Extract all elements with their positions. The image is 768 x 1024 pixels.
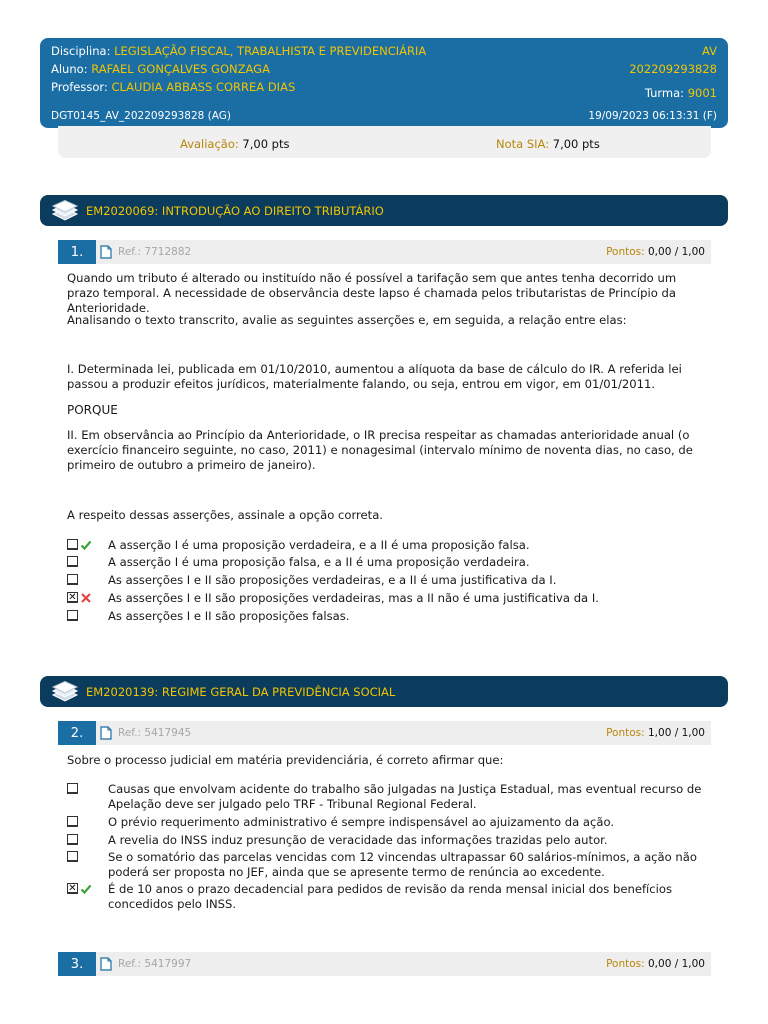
answer-option[interactable] (67, 882, 707, 914)
question-ref: Ref.: 7712882 (118, 246, 192, 258)
checkbox[interactable] (67, 851, 78, 862)
checkbox-checked[interactable]: ✕ (68, 592, 77, 603)
answer-option[interactable] (67, 591, 707, 607)
aluno-value: RAFAEL GONÇALVES GONZAGA (91, 62, 270, 76)
wrong-icon (80, 592, 92, 604)
answer-option[interactable] (67, 609, 707, 625)
question-bar (58, 952, 711, 976)
checkbox[interactable] (67, 610, 78, 621)
header-footer (51, 110, 717, 122)
option-text: As asserções I e II são proposições falsas. (108, 609, 350, 623)
question-bar (58, 240, 711, 264)
check-icon (80, 883, 92, 895)
option-text: A asserção I é uma proposição falsa, e a II é uma proposição verdadeira. (108, 555, 530, 569)
checkbox[interactable] (67, 816, 78, 827)
exam-code: DGT0145_AV_202209293828 (AG) (51, 110, 232, 122)
assertion-two: II. Em observância ao Princípio da Anterioridade, o IR precisa respeitar as chamadas anterioridade anual (o exercício financeiro seguinte, no caso, 2011) e nonagesimal (intervalo mínimo de noventa dias, no caso, de primeiro de outubro a primeiro de janeiro). (67, 428, 693, 472)
porque-label: PORQUE (67, 403, 118, 417)
score-bar (58, 126, 711, 158)
section-header (40, 676, 728, 707)
question-text: Sobre o processo judicial em matéria previdenciária, é correto afirmar que: (67, 753, 504, 767)
option-text: O prévio requerimento administrativo é sempre indispensável ao ajuizamento da ação. (108, 815, 615, 829)
checkbox-checked[interactable]: ✕ (68, 883, 77, 894)
exam-header (40, 38, 728, 128)
answer-option[interactable] (67, 573, 707, 589)
question-text: Analisando o texto transcrito, avalie as seguintes asserções e, em seguida, a relação entre elas: (67, 313, 627, 327)
exam-type: AV (702, 44, 717, 58)
checkbox[interactable] (67, 574, 78, 585)
checkbox[interactable] (67, 834, 78, 845)
check-icon (80, 539, 92, 551)
assertion-one: I. Determinada lei, publicada em 01/10/2010, aumentou a alíquota da base de cálculo do IR. A referida lei passou a produzir efeitos jurídicos, materialmente falando, ou seja, entrou em vigor, em 01/01/2011. (67, 362, 682, 391)
disciplina-line: Disciplina: LEGISLAÇÃO FISCAL, TRABALHISTA E PREVIDENCIÁRIA (51, 44, 427, 58)
books-icon (50, 200, 80, 222)
answer-option[interactable] (67, 815, 707, 831)
answer-option[interactable] (67, 833, 707, 849)
turma-line: Turma: 9001 (644, 86, 717, 100)
matricula: 202209293828 (629, 62, 717, 76)
exam-date: 19/09/2023 06:13:31 (F) (588, 110, 717, 122)
professor-value: CLAUDIA ABBASS CORREA DIAS (111, 80, 296, 94)
checkbox[interactable] (67, 556, 78, 567)
question-points: Pontos: 0,00 / 1,00 (606, 246, 705, 258)
turma-value: 9001 (687, 86, 717, 100)
question-prompt: A respeito dessas asserções, assinale a opção correta. (67, 508, 383, 522)
option-text: Causas que envolvam acidente do trabalho são julgadas na Justiça Estadual, mas eventual recurso de Apelação deve ser julgado pelo TRF - Tribunal Regional Federal. (108, 782, 702, 811)
document-icon (100, 245, 112, 259)
option-text: As asserções I e II são proposições verdadeiras, e a II é uma justificativa da I. (108, 573, 557, 587)
question-ref: Ref.: 5417997 (118, 958, 192, 970)
question-number: 1. (58, 240, 96, 264)
question-number: 2. (58, 721, 96, 745)
disciplina-value: LEGISLAÇÃO FISCAL, TRABALHISTA E PREVIDENCIÁRIA (114, 44, 427, 58)
document-icon (100, 726, 112, 740)
question-number: 3. (58, 952, 96, 976)
nota-sia-score: Nota SIA: 7,00 pts (496, 137, 600, 151)
question-ref: Ref.: 5417945 (118, 727, 192, 739)
answer-option[interactable] (67, 538, 707, 554)
checkbox[interactable] (67, 539, 78, 550)
question-points: Pontos: 0,00 / 1,00 (606, 958, 705, 970)
option-text: As asserções I e II são proposições verdadeiras, mas a II não é uma justificativa da I. (108, 591, 599, 605)
question-text: Quando um tributo é alterado ou instituído não é possível a tarifação sem que antes tenha decorrido um prazo temporal. A necessidade de observância deste lapso é chamada pelos tributaristas de Princípio da Anterioridade. (67, 271, 677, 315)
answer-option[interactable] (67, 782, 707, 814)
answer-option[interactable] (67, 555, 707, 571)
option-text: A asserção I é uma proposição verdadeira, e a II é uma proposição falsa. (108, 538, 530, 552)
question-bar (58, 721, 711, 745)
section-title: EM2020069: INTRODUÇÃO AO DIREITO TRIBUTÁRIO (86, 204, 384, 218)
professor-line: Professor: CLAUDIA ABBASS CORREA DIAS (51, 80, 296, 94)
option-text: Se o somatório das parcelas vencidas com 12 vincendas ultrapassar 60 salários-mínimos, a ação não poderá ser proposta no JEF, ainda que se apresente termo de renúncia ao excedente. (108, 850, 697, 879)
document-icon (100, 957, 112, 971)
aluno-line: Aluno: RAFAEL GONÇALVES GONZAGA (51, 62, 270, 76)
checkbox[interactable] (67, 783, 78, 794)
answer-option[interactable] (67, 850, 707, 882)
section-title: EM2020139: REGIME GERAL DA PREVIDÊNCIA SOCIAL (86, 685, 396, 699)
option-text: É de 10 anos o prazo decadencial para pedidos de revisão da renda mensal inicial dos benefícios concedidos pelo INSS. (108, 882, 672, 911)
option-text: A revelia do INSS induz presunção de veracidade das informações trazidas pelo autor. (108, 833, 608, 847)
question-points: Pontos: 1,00 / 1,00 (606, 727, 705, 739)
section-header (40, 195, 728, 226)
avaliacao-score: Avaliação: 7,00 pts (180, 137, 290, 151)
books-icon (50, 681, 80, 703)
